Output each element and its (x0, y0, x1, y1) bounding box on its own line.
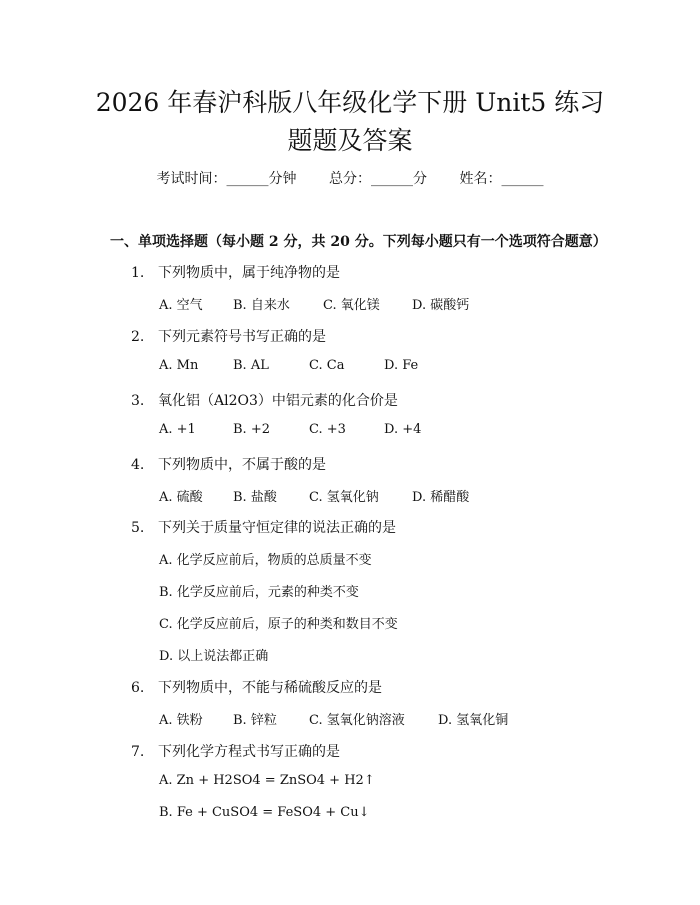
question-4-options (159, 486, 469, 505)
option-c: C. 氧化镁 (323, 298, 380, 313)
option-a: A. 铁粉 (159, 713, 203, 728)
title-line-1: 2026 年春沪科版八年级化学下册 Unit5 练习 (95, 88, 605, 117)
option-a: A. 硫酸 (159, 490, 203, 505)
option-a: A. +1 (159, 422, 196, 437)
question-number: 4. (131, 457, 145, 473)
option-b: B. +2 (233, 422, 270, 437)
option-a: A. 化学反应前后，物质的总质量不变 (159, 553, 372, 568)
question-number: 2. (131, 329, 145, 345)
option-a: A. 空气 (159, 298, 203, 313)
question-number: 7. (131, 744, 145, 760)
document-title (0, 84, 700, 160)
question-1-options (159, 294, 469, 313)
option-b: B. 化学反应前后，元素的种类不变 (159, 585, 359, 600)
option-d: D. Fe (384, 358, 419, 373)
section-heading: 一、单项选择题（每小题 2 分，共 20 分。下列每小题只有一个选项符合题意） (110, 234, 607, 250)
question-5 (131, 517, 396, 537)
title-line-2: 题题及答案 (287, 126, 413, 155)
question-number: 5. (131, 520, 145, 536)
total-score-field: 总分：______分 (329, 171, 427, 187)
option-c: C. +3 (309, 422, 346, 437)
question-1 (131, 262, 340, 282)
question-text: 下列关于质量守恒定律的说法正确的是 (158, 520, 396, 536)
option-d: D. 氢氧化铜 (438, 713, 509, 728)
option-c: C. 氢氧化钠 (309, 490, 379, 505)
question-6-options (159, 709, 508, 728)
option-d: D. +4 (384, 422, 422, 437)
question-2 (131, 326, 326, 346)
exam-meta (0, 168, 700, 188)
question-text: 下列元素符号书写正确的是 (158, 329, 326, 345)
question-text: 下列物质中，属于纯净物的是 (158, 265, 340, 281)
option-b: B. 锌粒 (233, 713, 277, 728)
question-2-options (159, 358, 418, 373)
question-text: 下列化学方程式书写正确的是 (158, 744, 340, 760)
question-number: 1. (131, 265, 145, 281)
question-text: 下列物质中，不能与稀硫酸反应的是 (158, 680, 382, 696)
question-number: 6. (131, 680, 145, 696)
option-b: B. Fe + CuSO4 = FeSO4 + Cu↓ (159, 805, 370, 820)
exam-time-field: 考试时间：______分钟 (156, 171, 297, 187)
option-c: C. 氢氧化钠溶液 (309, 713, 405, 728)
question-number: 3. (131, 393, 145, 409)
question-3 (131, 390, 398, 410)
option-b: B. 盐酸 (233, 490, 277, 505)
question-7 (131, 741, 340, 761)
question-text: 下列物质中，不属于酸的是 (158, 457, 326, 473)
question-6 (131, 677, 382, 697)
option-d: D. 以上说法都正确 (159, 649, 269, 664)
option-b: B. AL (233, 358, 269, 373)
name-field: 姓名：______ (459, 171, 544, 187)
option-c: C. 化学反应前后，原子的种类和数目不变 (159, 617, 398, 632)
option-d: D. 稀醋酸 (412, 490, 470, 505)
option-c: C. Ca (309, 358, 345, 373)
question-3-options (159, 422, 421, 437)
option-a: A. Zn + H2SO4 = ZnSO4 + H2↑ (159, 773, 375, 788)
question-text: 氧化铝（Al2O3）中铝元素的化合价是 (158, 393, 398, 409)
option-d: D. 碳酸钙 (412, 298, 470, 313)
question-4 (131, 454, 326, 474)
option-a: A. Mn (159, 358, 199, 373)
option-b: B. 自来水 (233, 298, 290, 313)
